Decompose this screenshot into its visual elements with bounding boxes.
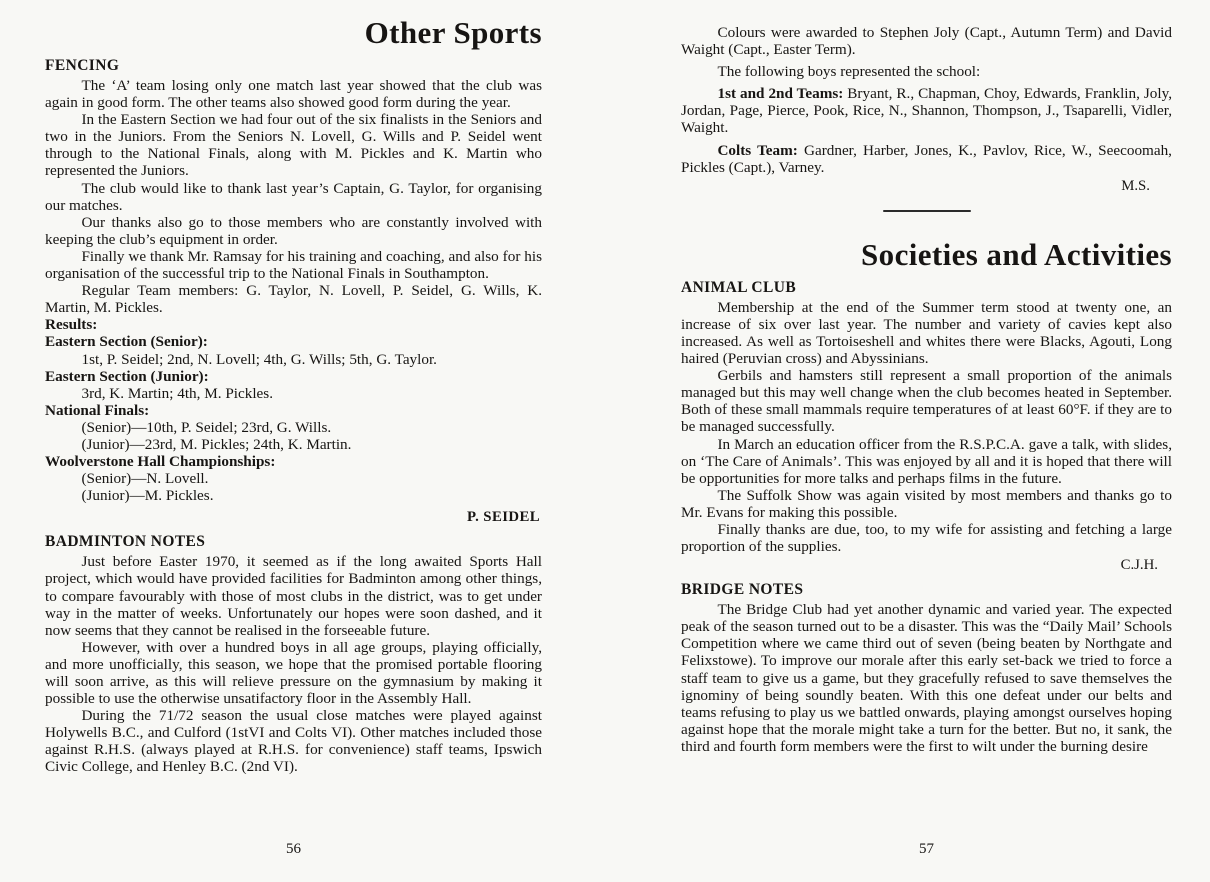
section-divider — [883, 210, 971, 212]
results-entry: (Junior)—M. Pickles. — [81, 487, 214, 505]
animal-club-signature: C.J.H. — [1120, 557, 1158, 574]
animal-club-paragraph: In March an education officer from the R.S.P.C.A. gave a talk, with slides, on ‘The Care of Animals’. This was enjoyed by all and it is hoped that there will be opportunities for more talks and perhaps films in the future. — [681, 435, 1172, 487]
page-56 — [45, 0, 542, 857]
continuation-paragraph: Colours were awarded to Stephen Joly (Capt., Autumn Term) and David Waight (Capt., Easter Term). — [681, 24, 1172, 59]
fencing-paragraph: In the Eastern Section we had four out of the six finalists in the Seniors and two in the Juniors. From the Seniors N. Lovell, G. Wills and P. Seidel went through to the National Finals, along with M. Pickles and K. Martin who represented the Juniors. — [45, 111, 542, 180]
badminton-heading: BADMINTON NOTES — [45, 533, 206, 551]
animal-club-heading: ANIMAL CLUB — [681, 278, 797, 296]
societies-title: Societies and Activities — [861, 236, 1172, 272]
badminton-paragraph: During the 71/72 season the usual close matches were played against Holywells B.C., and Culford (1stVI and Colts VI). Other matches included those against R.H.S. (always played at R.H.S. for convenience) staff teams, Ipswich Civic College, and Henley B.C. (2nd VI). — [45, 707, 542, 776]
page-number-left: 56 — [286, 841, 301, 857]
results-entry: 3rd, K. Martin; 4th, M. Pickles. — [81, 384, 273, 402]
fencing-paragraph: Regular Team members: G. Taylor, N. Lovell, P. Seidel, G. Wills, K. Martin, M. Pickles. — [45, 282, 542, 317]
teams-paragraph — [681, 85, 1172, 136]
fencing-signature: P. SEIDEL — [467, 509, 540, 526]
teams-names: Bryant, R., Chapman, Choy, Edwards, Franklin, Joly, Jordan, Page, Pierce, Pook, Rice, N., Shannon, Thompson, J., Tsaparelli, Vidler, Waight. — [681, 85, 1172, 137]
fencing-paragraph: Our thanks also go to those members who are constantly involved with keeping the club’s equipment in order. — [45, 213, 542, 248]
page-number-right: 57 — [919, 841, 934, 857]
results-section-label: Woolverstone Hall Championships: — [45, 453, 276, 471]
bridge-heading: BRIDGE NOTES — [681, 581, 804, 599]
animal-club-paragraph: Finally thanks are due, too, to my wife for assisting and fetching a large proportion of the supplies. — [681, 520, 1172, 556]
fencing-paragraph: The club would like to thank last year’s Captain, G. Taylor, for organising our matches. — [45, 179, 542, 214]
page-57 — [681, 0, 1172, 857]
fencing-paragraph: The ‘A’ team losing only one match last year showed that the club was again in good form. The other teams also showed good form during the year. — [45, 77, 542, 112]
teams-names: Gardner, Harber, Jones, K., Pavlov, Rice, W., Seecoomah, Pickles (Capt.), Varney. — [681, 141, 1172, 176]
teams-paragraph — [681, 142, 1172, 176]
results-heading: Results: — [45, 316, 98, 334]
results-entry: (Junior)—23rd, M. Pickles; 24th, K. Martin. — [81, 435, 352, 453]
fencing-paragraph: Finally we thank Mr. Ramsay for his training and coaching, and also for his organisation of the successful trip to the National Finals in Southampton. — [45, 247, 542, 283]
bridge-paragraph: The Bridge Club had yet another dynamic and varied year. The expected peak of the season turned out to be a disaster. This was the “Daily Mail’ Schools Competition where we came third out of seven (being beaten by Northgate and Felixstowe). To improve our morale after this early set-back we tried to force a staff team to give us a game, but they gracefully refused to save themselves the ignominy of being soundly beaten. With this one defeat under our belts and teams refusing to play us we battled onwards, playing amongst ourselves hoping against hope that the morale might take a turn for the better. But no, it sank, the third and fourth form members were the first to wilt under the burning desire — [681, 601, 1172, 755]
results-section-label: Eastern Section (Senior): — [45, 333, 208, 351]
results-entry: 1st, P. Seidel; 2nd, N. Lovell; 4th, G. Wills; 5th, G. Taylor. — [81, 350, 437, 368]
results-entry: (Senior)—10th, P. Seidel; 23rd, G. Wills. — [81, 418, 332, 436]
results-section-label: National Finals: — [45, 401, 150, 419]
teams-label: Colts Team: — [717, 141, 798, 159]
results-section-label: Eastern Section (Junior): — [45, 367, 209, 385]
fencing-heading: FENCING — [45, 57, 120, 74]
continuation-paragraph: The following boys represented the school: — [717, 63, 981, 81]
animal-club-paragraph: The Suffolk Show was again visited by most members and thanks go to Mr. Evans for making this possible. — [681, 486, 1172, 521]
continuation-signature: M.S. — [1121, 177, 1150, 194]
other-sports-title: Other Sports — [364, 15, 542, 50]
animal-club-paragraph: Gerbils and hamsters still represent a small proportion of the animals managed but this may well change when the club becomes heated in September. Both of these small mammals require temperatures of at least 60°F. if they are to be managed successfully. — [681, 367, 1172, 436]
teams-label: 1st and 2nd Teams: — [717, 85, 844, 103]
badminton-paragraph: However, with over a hundred boys in all age groups, playing officially, and more unofficially, this season, we hope that the promised portable flooring will soon arrive, as this will relieve pressure on the gymnasium by making it possible to use the otherwise unsatifactory floor in the Assembly Hall. — [45, 638, 542, 708]
results-entry: (Senior)—N. Lovell. — [81, 470, 209, 488]
badminton-paragraph: Just before Easter 1970, it seemed as if the long awaited Sports Hall project, which would have provided facilities for Badminton among other things, to compare favourably with those of most clubs in the district, was to get under way in the matter of weeks. Unfortunately our hopes were soon dashed, and it now seems that they cannot be realised in the forseeable future. — [45, 553, 542, 639]
animal-club-paragraph: Membership at the end of the Summer term stood at twenty one, an increase of six over last year. The number and variety of cavies kept also increased. As well as Tortoiseshell and whites there were Blacks, Agouti, Long haired (Peruvian cross) and Abyssinians. — [681, 298, 1172, 368]
